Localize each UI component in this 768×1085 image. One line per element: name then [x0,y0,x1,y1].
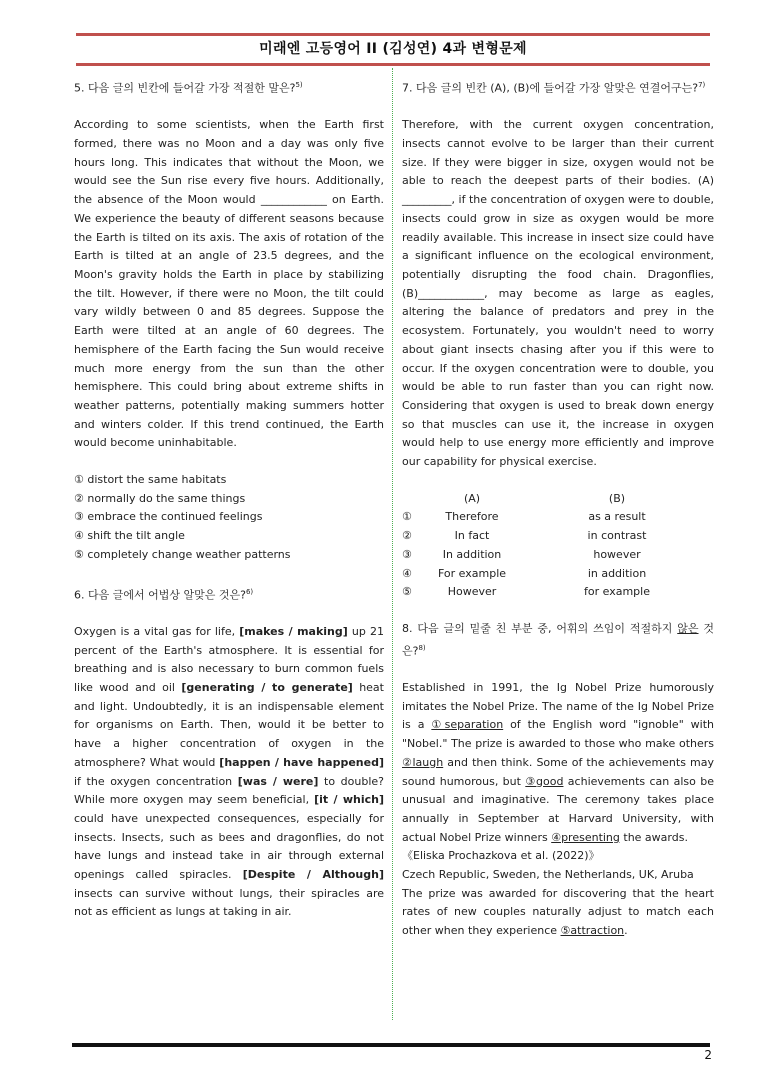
question-6 [74,583,384,923]
header-bottom-rule [76,63,710,66]
footnote-ref: 6) [245,587,254,596]
underlined-choice-1: ①separation [431,718,504,732]
question-5 [74,76,384,565]
question-8 [402,620,714,941]
question-7-title: 7. 다음 글의 빈칸 (A), (B)에 들어갈 가장 알맞은 연결어구는?$^{7)}$ [402,81,706,95]
page-title: 미래엔 고등영어 II (김성연) 4과 변형문제 [259,41,527,57]
source-reference: 《Eliska Prochazkova et al. (2022)》 [402,849,600,863]
answer-row: ④ For example in addition [402,566,647,580]
option-5: ⑤ completely change weather patterns [74,547,291,561]
grammar-choice-3: [happen / have happened] [219,755,384,769]
footer-rule [72,1043,710,1047]
option-2: ② normally do the same things [74,491,246,505]
question-5-passage: According to some scientists, when the Earth first formed, there was no Moon and a day was only five hours long. This indicates that without the Moon, we would see the Sun rise every five hours. Additionally, the absence of the Moon would ____________ on Earth. We experience the beauty of different seasons because the Earth is tilted on its axis. The axis of rotation of the Earth is tilted at an angle of 23.5 degrees, and the Moon's gravity holds the Earth in place by stabilizing the tilt. However, if there were no Moon, the tilt could vary wildly between 0 and 85 degrees. Suppose the Earth were tilted at an angle of 60 degrees. The hemisphere of the Earth facing the Sun would receive much more energy from the sun than the other hemisphere. This could bring about extreme shifts in weather patterns, potentially making summers hotter and winters colder. If this trend continued, the Earth would become uninhabitable. [74,118,384,450]
countries-line: Czech Republic, Sweden, the Netherlands, UK, Aruba [402,868,694,882]
page-number: 2 [704,1048,712,1062]
question-7 [402,76,714,602]
underlined-choice-3: ③good [525,774,564,788]
footnote-ref: 8) [418,643,426,652]
question-7-passage: Therefore, with the current oxygen concentration, insects cannot evolve to be larger than their current size. If they were bigger in size, oxygen would not be able to reach the deepest parts of their bodies. (A) _________, if the concentration of oxygen were to double, insects could grow in size as oxygen would be more readily available. This increase in insect size could have a significant influence on the ecological environment, potentially disrupting the food chain. Dragonflies, (B)____________, may become as large as eagles, altering the balance of predators and prey in the ecosystem. Fortunately, you wouldn't need to worry about giant insects chasing after you if this were to occur. If the oxygen concentration were to double, you would be able to run faster than you can right now. Considering that oxygen is used to break down energy so that muscles can use it, the increase in oxygen would help to use energy more efficiently and improve our capability for physical exercise. [402,118,714,469]
option-1: ① distort the same habitats [74,473,227,487]
answer-table-header [402,490,714,509]
footnote-ref: 5) [295,81,303,89]
question-6-title: 6. 다음 글에서 어법상 알맞은 것은?$^{6)}$ [74,587,254,602]
question-8-passage-end: The prize was awarded for discovering that the heart rates of new couples naturally adjust to match each other when they experience ⑤attraction. [402,886,714,938]
left-column [74,76,384,922]
column-divider [392,68,393,1020]
question-8-passage: Established in 1991, the Ig Nobel Prize humorously imitates the Nobel Prize. The name of the Ig Nobel Prize is a ①separation of the English word "ignoble" with "Nobel." The prize is awarded to those who make others ②laugh and then think. Some of the achievements may sound humorous, but ③good achievements can also be unusual and imaginative. The ceremony takes place annually in September at Harvard University, with actual Nobel Prize winners ④presenting the awards. [402,681,714,844]
answer-row: ③ In addition however [402,547,641,561]
grammar-choice-2: [generating / to generate] [181,681,353,694]
answer-row: ⑤ However for example [402,585,650,599]
option-3: ③ embrace the continued feelings [74,510,263,524]
footnote-ref: 7) [698,81,706,89]
header-top-rule [76,33,710,36]
grammar-choice-6: [Despite / Although] [242,868,384,882]
question-6-passage: Oxygen is a vital gas for life, [makes / making] up 21 percent of the Earth's atmosphere. It is essential for breathing and is also necessary to burn common fuels like wood and oil [generating / to generate] heat and light. Undoubtedly, it is an indispensable element for organisms on Earth. Then, would it be better to have a higher concentration of oxygen in the atmosphere? What would [happen / have happened] if the oxygen concentration [was / were] to double? While more oxygen may seem beneficial, [it / which] could have unexpected consequences, especially for insects. Insects, such as bees and dragonflies, do not have lungs and instead take in air through external openings called spiracles. [Despite / Although] insects can survive without lungs, their spiracles are not as efficient as lungs at taking in air. [74,624,384,919]
right-column [402,76,714,941]
underlined-choice-4: ④presenting [551,830,620,844]
question-5-title: 5. 다음 글의 빈칸에 들어갈 가장 적절한 말은?$^{5)}$ [74,81,303,95]
grammar-choice-1: [makes / making] [239,624,348,638]
question-8-title: 8. 다음 글의 밑줄 친 부분 중, 어휘의 쓰임이 적절하지 않은 것은?$^{8)}$ [402,621,714,658]
option-4: ④ shift the tilt angle [74,529,185,543]
column-b-header: (B) [608,491,626,505]
underlined-choice-2: ②laugh [402,755,444,769]
grammar-choice-4: [was / were] [237,774,319,788]
answer-row: ② In fact in contrast [402,529,647,543]
answer-row: ① Therefore as a result [402,510,646,524]
underlined-choice-5: ⑤attraction [560,924,625,938]
grammar-choice-5: [it / which] [314,793,384,807]
column-a-header: (A) [463,491,481,505]
